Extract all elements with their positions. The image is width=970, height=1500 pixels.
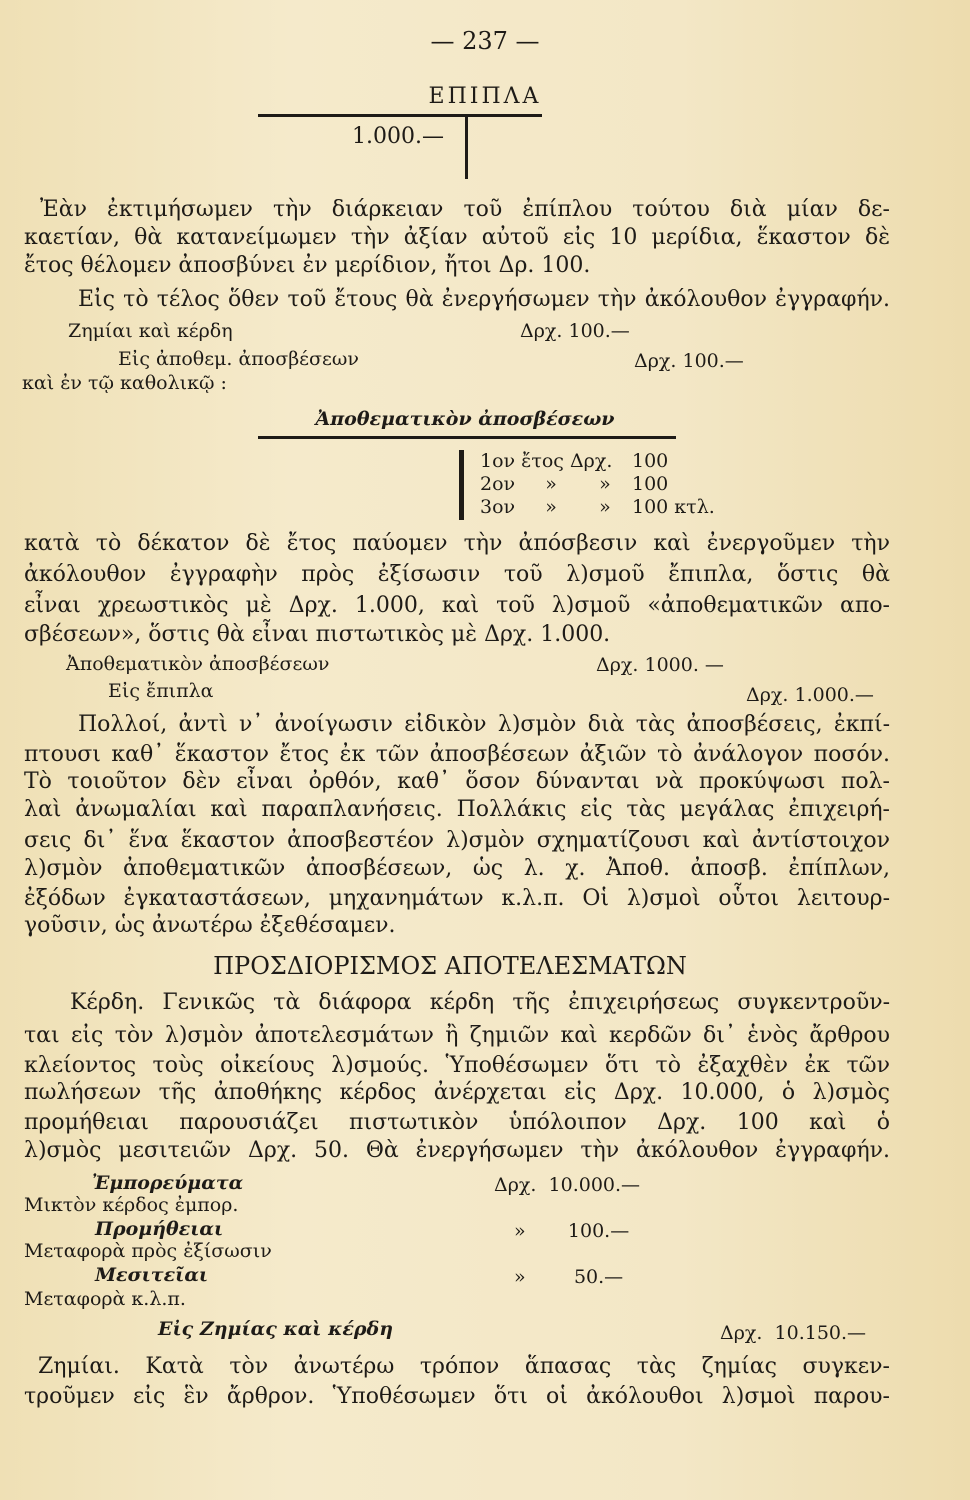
account-row-value: 100	[632, 450, 669, 472]
entry-credit-amount: Δρχ. 1.000.—	[746, 684, 874, 706]
account-row-value: 100 κτλ.	[632, 496, 715, 518]
text-line: Ἐὰν ἐκτιμήσωμεν τὴν διάρκειαν τοῦ ἐπίπλου τούτου διὰ μίαν δε-	[40, 197, 890, 222]
entry-note: καὶ ἐν τῷ καθολικῷ :	[22, 372, 227, 394]
account-row-label: 2ον » »	[480, 473, 611, 495]
text-line: σβέσεων», ὅστις θὰ εἶναι πιστωτικὸς μὲ Δρχ. 1.000.	[24, 622, 611, 647]
text-line: λ)σμὸς μεσιτειῶν Δρχ. 50. Θὰ ἐνεργήσωμεν τὴν ἀκόλουθον ἐγγραφήν.	[24, 1138, 890, 1163]
account-rule-vertical	[459, 450, 464, 520]
text-line: Τὸ τοιοῦτον δὲν εἶναι ὀρθόν, καθ᾿ ὅσον δύνανται νὰ προκύψωσι πολ-	[24, 769, 890, 794]
text-line: προμήθειαι παρουσιάζει πιστωτικὸν ὑπόλοιπον Δρχ. 100 καὶ ὁ	[24, 1110, 890, 1135]
entry-amount: » 50.—	[514, 1266, 624, 1288]
entry-amount: Δρχ. 10.000.—	[494, 1174, 641, 1196]
text-line: Ζημίαι. Κατὰ τὸν ἀνωτέρω τρόπον ἅπασας τὰς ζημίας συγκεν-	[38, 1354, 890, 1379]
text-line: γοῦσιν, ὡς ἀνωτέρω ἐξεθέσαμεν.	[24, 913, 396, 938]
entry-credit-label: Εἰς ἔπιπλα	[108, 680, 214, 702]
text-line: Πολλοί, ἀντὶ ν᾿ ἀνοίγωσιν εἰδικὸν λ)σμὸν διὰ τὰς ἀποσβέσεις, ἐκπί-	[78, 712, 890, 737]
t-account-rule-vertical	[465, 117, 468, 179]
account-rule-horizontal	[258, 436, 676, 439]
page-title: ΕΠΙΠΛΑ	[428, 84, 542, 109]
text-line: κλείοντος τοὺς οἰκείους λ)σμούς. Ὑποθέσωμεν ὅτι τὸ ἐξαχθὲν ἐκ τῶν	[24, 1053, 890, 1078]
text-line: κατὰ τὸ δέκατον δὲ ἔτος παύομεν τὴν ἀπόσβεσιν καὶ ἐνεργοῦμεν τὴν	[24, 531, 890, 556]
entry-debit-amount: Δρχ. 1000. —	[596, 654, 724, 676]
entry-credit-label: Εἰς ἀποθεμ. ἀποσβέσεων	[118, 348, 359, 370]
text-line: σεις δι᾿ ἕνα ἕκαστον ἀποσβεστέον λ)σμὸν σχηματίζουσι καὶ ἀντίστοιχον	[24, 828, 890, 853]
text-line: ἀκόλουθον ἐγγραφὴν πρὸς ἐξίσωσιν τοῦ λ)σμοῦ ἔπιπλα, ὅστις θὰ	[24, 562, 890, 587]
entry-description: Μεταφορὰ πρὸς ἐξίσωσιν	[24, 1240, 272, 1262]
text-line: εἶναι χρεωστικὸς μὲ Δρχ. 1.000, καὶ τοῦ λ)σμοῦ «ἀποθεματικῶν απο-	[24, 593, 890, 618]
entry-description: Μικτὸν κέρδος ἐμπορ.	[24, 1194, 239, 1216]
account-row-label: 3ον » »	[480, 496, 611, 518]
entry-credit-amount: Δρχ. 100.—	[634, 350, 744, 372]
entry-amount: » 100.—	[514, 1220, 630, 1242]
account-row-label: 1ον ἔτος Δρχ.	[480, 450, 613, 472]
text-line: λαὶ ἀνωμαλίαι καὶ παραπλανήσεις. Πολλάκις εἰς τὰς μεγάλας ἐπιχειρή-	[24, 797, 890, 822]
t-account-rule-horizontal	[258, 114, 542, 117]
account-top-amount: 1.000.—	[352, 124, 444, 149]
text-line: Κέρδη. Γενικῶς τὰ διάφορα κέρδη τῆς ἐπιχειρήσεως συγκεντροῦν-	[70, 990, 890, 1015]
entry-debit-amount: Δρχ. 100.—	[520, 320, 630, 342]
page-number: — 237 —	[430, 27, 540, 55]
account-title: Ἀποθεματικὸν ἀποσβέσεων	[315, 408, 615, 430]
entry-account-head: Ἐμπορεύματα	[92, 1172, 244, 1194]
section-heading: ΠΡΟΣΔΙΟΡΙΣΜΟΣ ΑΠΟΤΕΛΕΣΜΑΤΩΝ	[213, 952, 687, 980]
text-line: πτουσι καθ᾿ ἕκαστον ἔτος ἐκ τῶν ἀποσβέσεων ἀξιῶν τὸ ἀνάλογον ποσόν.	[24, 742, 890, 767]
entry-credit-label: Εἰς Ζημίας καὶ κέρδη	[158, 1318, 394, 1340]
account-row-value: 100	[632, 473, 669, 495]
text-line: πωλήσεων τῆς ἀποθήκης κέρδος ἀνέρχεται εἰς Δρχ. 10.000, ὁ λ)σμὸς	[24, 1080, 890, 1105]
entry-account-head: Μεσιτεῖαι	[95, 1264, 209, 1286]
entry-debit-label: Ζημίαι καὶ κέρδη	[68, 320, 233, 342]
text-line: λ)σμὸν ἀποθεματικῶν ἀποσβέσεων, ὡς λ. χ. Ἀποθ. ἀποσβ. ἐπίπλων,	[24, 856, 890, 881]
text-line: ἐξόδων ἐγκαταστάσεων, μηχανημάτων κ.λ.π. Οἱ λ)σμοὶ οὗτοι λειτουρ-	[24, 886, 890, 911]
entry-credit-amount: Δρχ. 10.150.—	[720, 1322, 867, 1344]
text-line: καετίαν, θὰ κατανείμωμεν τὴν ἀξίαν αὐτοῦ εἰς 10 μερίδια, ἕκαστον δὲ	[24, 225, 890, 250]
entry-debit-label: Ἀποθεματικὸν ἀποσβέσεων	[66, 653, 330, 675]
entry-description: Μεταφορὰ κ.λ.π.	[24, 1288, 186, 1310]
paragraph-2: Εἰς τὸ τέλος ὅθεν τοῦ ἔτους θὰ ἐνεργήσωμεν τὴν ἀκόλουθον ἐγγραφήν.	[78, 287, 890, 312]
text-line: τροῦμεν εἰς ἓν ἄρθρον. Ὑποθέσωμεν ὅτι οἱ ἀκόλουθοι λ)σμοὶ παρου-	[24, 1384, 890, 1409]
text-line: ται εἰς τὸν λ)σμὸν ἀποτελεσμάτων ἢ ζημιῶν καὶ κερδῶν δι᾿ ἑνὸς ἄρθρου	[24, 1023, 890, 1048]
entry-account-head: Προμήθειαι	[95, 1218, 224, 1240]
text-line: ἔτος θέλομεν ἀποσβύνει ἐν μερίδιον, ἤτοι Δρ. 100.	[24, 253, 591, 278]
